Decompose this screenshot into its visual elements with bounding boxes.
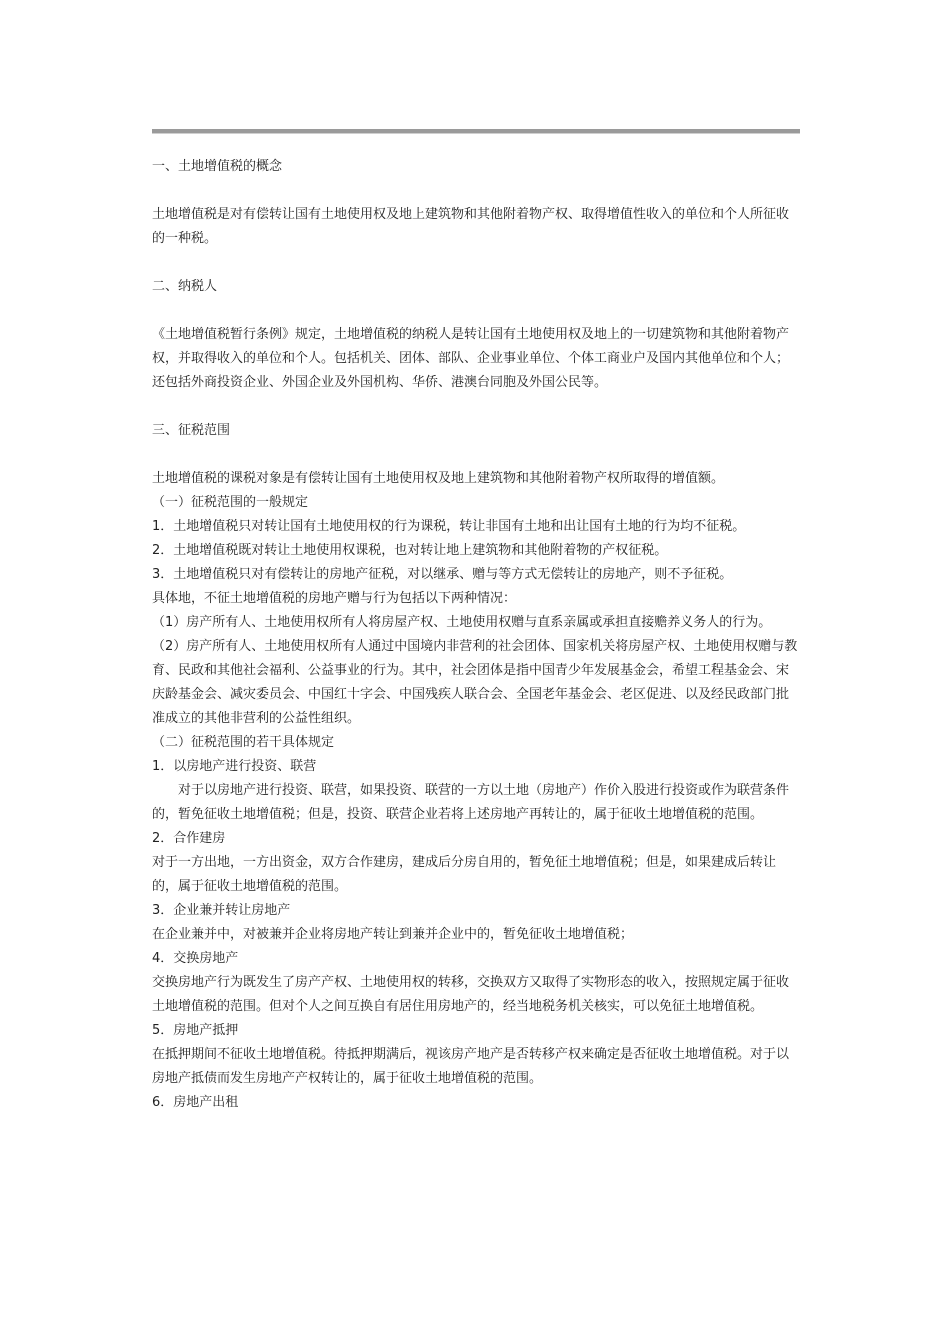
section-heading-concept: 一、土地增值税的概念 <box>152 159 283 174</box>
item-heading-exchange: 4．交换房地产 <box>152 951 239 966</box>
list-item: （2）房产所有人、土地使用权所有人通过中国境内非营利的社会团体、国家机关将房屋产权、土地使用权赠与教育、民政和其他社会福利、公益事业的行为。其中，社会团体是指中国青少年发展基金会，希望工程基金会、宋庆龄基金会、减灾委员会、中国红十字会、中国残疾人联合会、全国老年基金会、老区促进、以及经民政部门批准成立的其他非营利的公益性组织。 <box>152 639 798 726</box>
paragraph-concept: 土地增值税是对有偿转让国有土地使用权及地上建筑物和其他附着物产权、取得增值性收入的单位和个人所征收的一种税。 <box>152 207 790 246</box>
paragraph-investment: 对于以房地产进行投资、联营，如果投资、联营的一方以土地（房地产）作价入股进行投资或作为联营条件的，暂免征收土地增值税；但是，投资、联营企业若将上述房地产再转让的，属于征收土地增值税的范围。 <box>152 783 790 822</box>
section-heading-taxpayer: 二、纳税人 <box>152 279 218 294</box>
item-heading-investment: 1．以房地产进行投资、联营 <box>152 759 317 774</box>
paragraph-scope: 土地增值税的课税对象是有偿转让国有土地使用权及地上建筑物和其他附着物产权所取得的增值额。 <box>152 471 725 486</box>
subsection-heading-general: （一）征税范围的一般规定 <box>152 495 309 510</box>
section-heading-scope: 三、征税范围 <box>152 423 231 438</box>
paragraph-gift-intro: 具体地，不征土地增值税的房地产赠与行为包括以下两种情况： <box>152 591 517 606</box>
list-item: 2．土地增值税既对转让土地使用权课税，也对转让地上建筑物和其他附着物的产权征税。 <box>152 543 668 558</box>
paragraph-merger: 在企业兼并中，对被兼并企业将房地产转让到兼并企业中的，暂免征收土地增值税； <box>152 927 634 942</box>
list-item: 3．土地增值税只对有偿转让的房地产征税，对以继承、赠与等方式无偿转让的房地产，则不予征税。 <box>152 567 733 582</box>
paragraph-mortgage: 在抵押期间不征收土地增值税。待抵押期满后，视该房产地产是否转移产权来确定是否征收土地增值税。对于以房地产抵债而发生房地产产权转让的，属于征收土地增值税的范围。 <box>152 1047 790 1086</box>
paragraph-taxpayer: 《土地增值税暂行条例》规定，土地增值税的纳税人是转让国有土地使用权及地上的一切建筑物和其他附着物产权，并取得收入的单位和个人。包括机关、团体、部队、企业事业单位、个体工商业户及国内其他单位和个人；还包括外商投资企业、外国企业及外国机构、华侨、港澳台同胞及外国公民等。 <box>152 327 790 390</box>
list-item: 1．土地增值税只对转让国有土地使用权的行为课税，转让非国有土地和出让国有土地的行为均不征税。 <box>152 519 746 534</box>
item-heading-rental: 6．房地产出租 <box>152 1095 239 1110</box>
subsection-heading-specific: （二）征税范围的若干具体规定 <box>152 735 335 750</box>
paragraph-exchange: 交换房地产行为既发生了房产产权、土地使用权的转移，交换双方又取得了实物形态的收入，按照规定属于征收土地增值税的范围。但对个人之间互换自有居住用房地产的，经当地税务机关核实，可以免征土地增值税。 <box>152 975 790 1014</box>
list-item: （1）房产所有人、土地使用权所有人将房屋产权、土地使用权赠与直系亲属或承担直接赡养义务人的行为。 <box>152 615 772 630</box>
item-heading-cooperative-building: 2．合作建房 <box>152 831 226 846</box>
paragraph-cooperative-building: 对于一方出地，一方出资金，双方合作建房，建成后分房自用的，暂免征土地增值税；但是，如果建成后转让的，属于征收土地增值税的范围。 <box>152 855 777 894</box>
item-heading-merger: 3．企业兼并转让房地产 <box>152 903 291 918</box>
document-body <box>152 155 800 1115</box>
item-heading-mortgage: 5．房地产抵押 <box>152 1023 239 1038</box>
header-rule <box>152 129 800 134</box>
